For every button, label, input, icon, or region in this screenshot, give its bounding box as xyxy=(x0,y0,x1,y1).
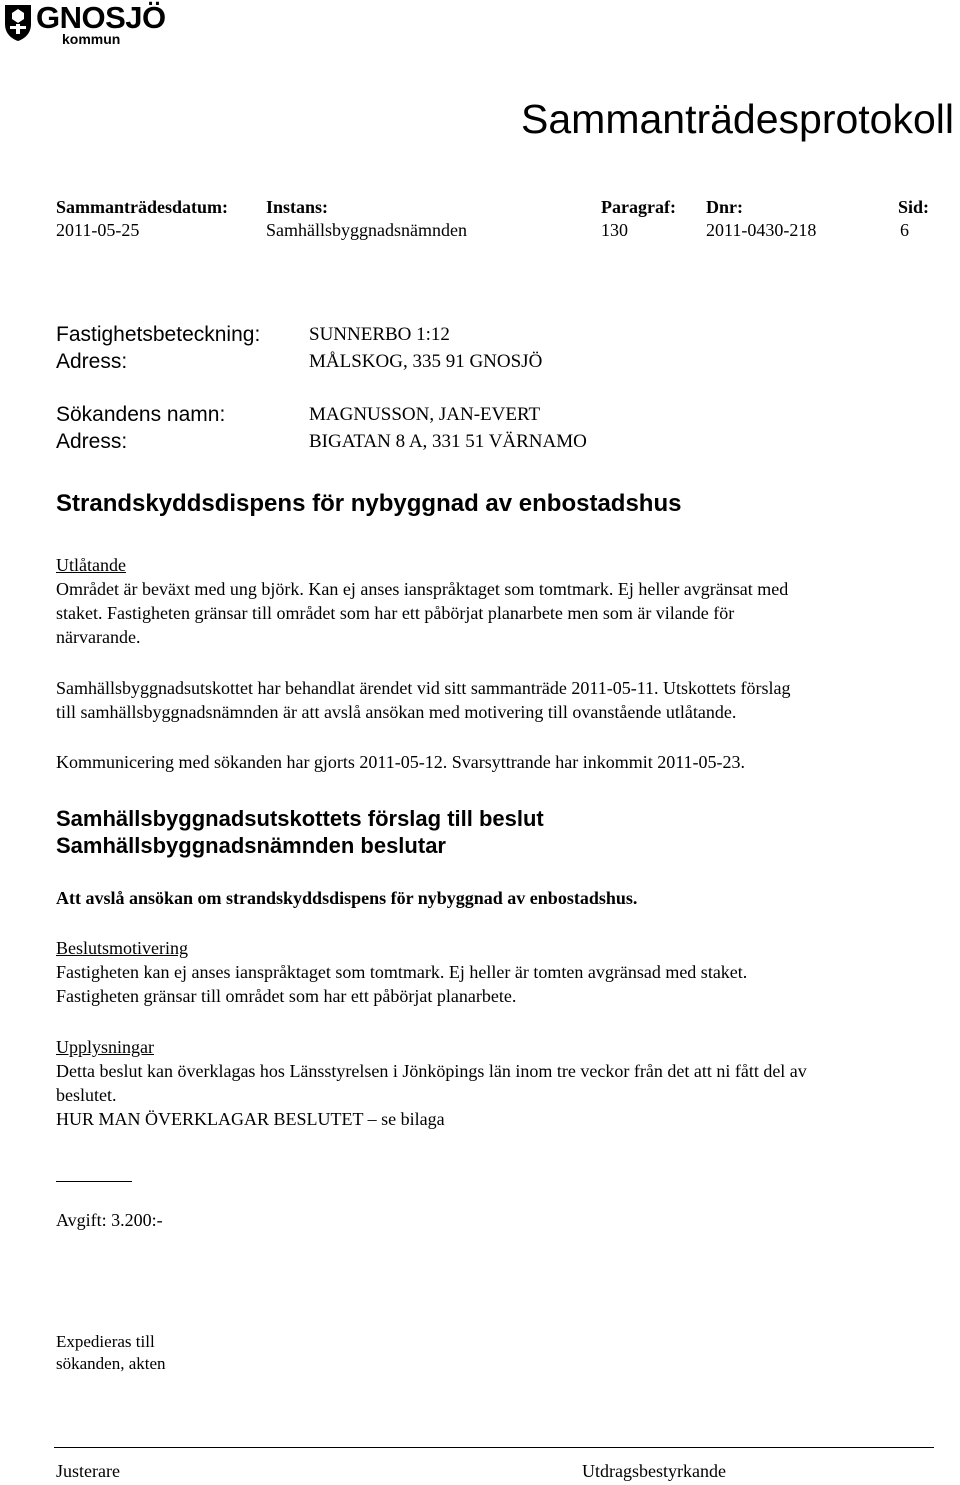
page-value: 6 xyxy=(900,220,909,240)
applicant-address-label: Adress: xyxy=(56,430,128,453)
property-designation-label: Fastighetsbeteckning: xyxy=(56,323,261,346)
property-address-label: Adress: xyxy=(56,350,128,373)
dnr-label: Dnr: xyxy=(706,197,743,217)
property-designation-value: SUNNERBO 1:12 xyxy=(309,324,450,345)
meeting-date-label: Sammanträdesdatum: xyxy=(56,197,229,217)
footer-right: Utdragsbestyrkande xyxy=(582,1461,726,1481)
separator-line xyxy=(56,1181,132,1182)
instance-label: Instans: xyxy=(266,197,329,217)
logo-subtitle: kommun xyxy=(62,31,121,47)
information-line: Detta beslut kan överklagas hos Länsstyrelsen i Jönköpings län inom tre veckor från det att ni fått del av xyxy=(56,1061,807,1081)
information-line: beslutet. xyxy=(56,1085,117,1105)
fee-text: Avgift: 3.200:- xyxy=(56,1210,163,1230)
information-heading: Upplysningar xyxy=(56,1037,154,1057)
document-title: Sammanträdesprotokoll xyxy=(521,96,954,142)
justification-line: Fastigheten kan ej anses ianspråktaget som tomtmark. Ej heller är tomten avgränsad med staket. xyxy=(56,962,748,982)
proposal-heading: Samhällsbyggnadsutskottets förslag till beslut xyxy=(56,806,544,831)
coat-of-arms-icon xyxy=(4,4,32,42)
applicant-address-value: BIGATAN 8 A, 331 51 VÄRNAMO xyxy=(309,431,587,452)
instance-value: Samhällsbyggnadsnämnden xyxy=(266,220,467,240)
paragraph-value: 130 xyxy=(601,220,628,240)
applicant-name-label: Sökandens namn: xyxy=(56,403,226,426)
dnr-value: 2011-0430-218 xyxy=(706,220,817,240)
decision-heading: Samhällsbyggnadsnämnden beslutar xyxy=(56,833,446,858)
decision-text: Att avslå ansökan om strandskyddsdispens för nybyggnad av enbostadshus. xyxy=(56,888,638,908)
meeting-date-value: 2011-05-25 xyxy=(56,220,140,240)
statement-heading: Utlåtande xyxy=(56,555,126,575)
case-title: Strandskyddsdispens för nybyggnad av enbostadshus xyxy=(56,490,682,517)
applicant-name-value: MAGNUSSON, JAN-EVERT xyxy=(309,404,541,425)
communication-text: Kommunicering med sökanden har gjorts 2011-05-12. Svarsyttrande har inkommit 2011-05-23. xyxy=(56,752,746,772)
statement-line: Området är beväxt med ung björk. Kan ej anses ianspråktaget som tomtmark. Ej heller avgränsat med xyxy=(56,579,789,599)
property-address-value: MÅLSKOG, 335 91 GNOSJÖ xyxy=(309,351,543,372)
justification-line: Fastigheten gränsar till området som har ett påbörjat planarbete. xyxy=(56,986,517,1006)
committee-line: Samhällsbyggnadsutskottet har behandlat ärendet vid sitt sammanträde 2011-05-11. Utskottets förslag xyxy=(56,678,791,698)
information-line: HUR MAN ÖVERKLAGAR BESLUTET – se bilaga xyxy=(56,1109,445,1129)
footer-left: Justerare xyxy=(56,1461,120,1481)
dispatch-line: sökanden, akten xyxy=(56,1354,166,1373)
municipality-logo xyxy=(4,0,174,47)
statement-line: staket. Fastigheten gränsar till området som har ett påbörjat planarbete men som är vilande för xyxy=(56,603,735,623)
page-label: Sid: xyxy=(898,197,930,217)
dispatch-line: Expedieras till xyxy=(56,1332,155,1351)
justification-heading: Beslutsmotivering xyxy=(56,938,188,958)
committee-line: till samhällsbyggnadsnämnden är att avslå ansökan med motivering till ovanstående utlåtande. xyxy=(56,702,737,722)
statement-line: närvarande. xyxy=(56,627,141,647)
logo-wordmark: GNOSJÖ xyxy=(36,0,166,35)
footer-rule xyxy=(54,1447,934,1448)
paragraph-label: Paragraf: xyxy=(601,197,676,217)
